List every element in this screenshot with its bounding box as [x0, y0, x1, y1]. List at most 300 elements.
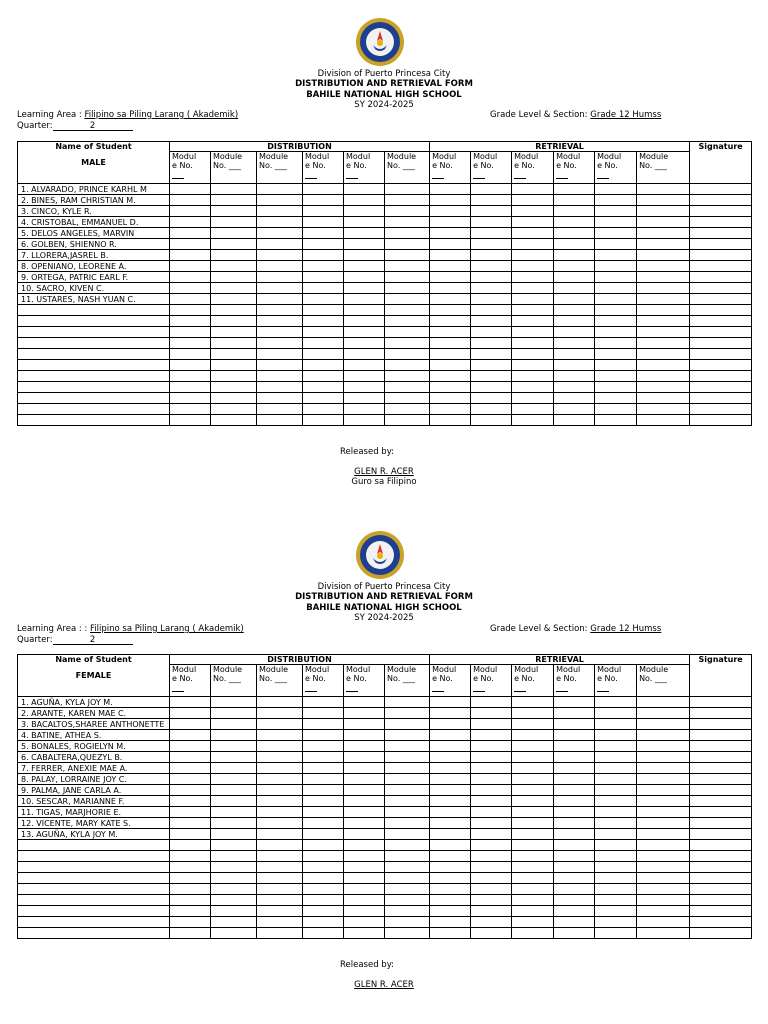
- module-cell[interactable]: [170, 217, 211, 228]
- module-cell[interactable]: [385, 195, 430, 206]
- module-cell[interactable]: [595, 851, 637, 862]
- module-cell[interactable]: [554, 763, 595, 774]
- module-cell[interactable]: [471, 752, 512, 763]
- module-cell[interactable]: [512, 338, 554, 349]
- module-cell[interactable]: [385, 261, 430, 272]
- module-cell[interactable]: [595, 840, 637, 851]
- module-cell[interactable]: [170, 239, 211, 250]
- module-cell[interactable]: [385, 763, 430, 774]
- module-cell[interactable]: [385, 719, 430, 730]
- module-cell[interactable]: [512, 895, 554, 906]
- module-cell[interactable]: [637, 371, 690, 382]
- module-cell[interactable]: [211, 818, 257, 829]
- module-cell[interactable]: [512, 928, 554, 939]
- module-cell[interactable]: [512, 752, 554, 763]
- module-cell[interactable]: [637, 719, 690, 730]
- module-cell[interactable]: [385, 873, 430, 884]
- module-cell[interactable]: [303, 752, 344, 763]
- module-cell[interactable]: [637, 250, 690, 261]
- module-cell[interactable]: [471, 807, 512, 818]
- module-cell[interactable]: [303, 184, 344, 195]
- module-cell[interactable]: [512, 840, 554, 851]
- module-cell[interactable]: [257, 415, 303, 426]
- module-cell[interactable]: [512, 316, 554, 327]
- module-cell[interactable]: [303, 250, 344, 261]
- module-cell[interactable]: [385, 283, 430, 294]
- module-cell[interactable]: [471, 283, 512, 294]
- module-cell[interactable]: [257, 752, 303, 763]
- module-cell[interactable]: [211, 371, 257, 382]
- module-cell[interactable]: [257, 195, 303, 206]
- module-cell[interactable]: [595, 774, 637, 785]
- module-cell[interactable]: [170, 884, 211, 895]
- module-cell[interactable]: [512, 272, 554, 283]
- module-cell[interactable]: [512, 382, 554, 393]
- module-cell[interactable]: [471, 730, 512, 741]
- module-cell[interactable]: [595, 404, 637, 415]
- module-cell[interactable]: [595, 917, 637, 928]
- module-cell[interactable]: [211, 415, 257, 426]
- module-cell[interactable]: [170, 382, 211, 393]
- module-cell[interactable]: [637, 327, 690, 338]
- module-cell[interactable]: [170, 338, 211, 349]
- module-cell[interactable]: [512, 360, 554, 371]
- module-cell[interactable]: [512, 415, 554, 426]
- module-cell[interactable]: [211, 217, 257, 228]
- module-cell[interactable]: [344, 719, 385, 730]
- signature-cell[interactable]: [690, 928, 752, 939]
- module-cell[interactable]: [512, 774, 554, 785]
- module-cell[interactable]: [430, 818, 471, 829]
- module-cell[interactable]: [211, 928, 257, 939]
- module-cell[interactable]: [512, 730, 554, 741]
- module-cell[interactable]: [257, 371, 303, 382]
- module-cell[interactable]: [344, 250, 385, 261]
- module-cell[interactable]: [595, 250, 637, 261]
- module-cell[interactable]: [512, 206, 554, 217]
- module-cell[interactable]: [637, 862, 690, 873]
- module-cell[interactable]: [257, 829, 303, 840]
- module-cell[interactable]: [595, 829, 637, 840]
- module-cell[interactable]: [385, 730, 430, 741]
- module-cell[interactable]: [637, 360, 690, 371]
- module-cell[interactable]: [512, 796, 554, 807]
- module-cell[interactable]: [430, 404, 471, 415]
- module-cell[interactable]: [554, 239, 595, 250]
- signature-cell[interactable]: [690, 862, 752, 873]
- module-cell[interactable]: [344, 697, 385, 708]
- module-cell[interactable]: [257, 393, 303, 404]
- module-cell[interactable]: [257, 917, 303, 928]
- module-cell[interactable]: [303, 917, 344, 928]
- module-cell[interactable]: [344, 708, 385, 719]
- module-cell[interactable]: [257, 206, 303, 217]
- signature-cell[interactable]: [690, 807, 752, 818]
- module-cell[interactable]: [344, 294, 385, 305]
- module-cell[interactable]: [170, 895, 211, 906]
- module-cell[interactable]: [512, 851, 554, 862]
- module-cell[interactable]: [637, 818, 690, 829]
- signature-cell[interactable]: [690, 195, 752, 206]
- module-cell[interactable]: [512, 327, 554, 338]
- module-cell[interactable]: [211, 294, 257, 305]
- signature-cell[interactable]: [690, 873, 752, 884]
- module-cell[interactable]: [257, 184, 303, 195]
- module-cell[interactable]: [385, 250, 430, 261]
- module-cell[interactable]: [385, 382, 430, 393]
- signature-cell[interactable]: [690, 763, 752, 774]
- module-cell[interactable]: [554, 895, 595, 906]
- module-cell[interactable]: [430, 708, 471, 719]
- module-cell[interactable]: [170, 862, 211, 873]
- module-cell[interactable]: [303, 796, 344, 807]
- module-cell[interactable]: [637, 305, 690, 316]
- signature-cell[interactable]: [690, 730, 752, 741]
- module-cell[interactable]: [257, 763, 303, 774]
- module-cell[interactable]: [595, 708, 637, 719]
- module-cell[interactable]: [595, 338, 637, 349]
- module-cell[interactable]: [385, 895, 430, 906]
- module-cell[interactable]: [637, 697, 690, 708]
- signature-cell[interactable]: [690, 818, 752, 829]
- module-cell[interactable]: [512, 217, 554, 228]
- module-cell[interactable]: [170, 730, 211, 741]
- module-cell[interactable]: [637, 382, 690, 393]
- module-cell[interactable]: [303, 294, 344, 305]
- module-cell[interactable]: [471, 184, 512, 195]
- module-cell[interactable]: [637, 807, 690, 818]
- module-cell[interactable]: [344, 840, 385, 851]
- module-cell[interactable]: [211, 697, 257, 708]
- module-cell[interactable]: [257, 741, 303, 752]
- module-cell[interactable]: [430, 184, 471, 195]
- module-cell[interactable]: [554, 250, 595, 261]
- module-cell[interactable]: [471, 371, 512, 382]
- signature-cell[interactable]: [690, 283, 752, 294]
- module-cell[interactable]: [170, 741, 211, 752]
- module-cell[interactable]: [595, 741, 637, 752]
- module-cell[interactable]: [430, 928, 471, 939]
- module-cell[interactable]: [211, 829, 257, 840]
- module-cell[interactable]: [211, 796, 257, 807]
- module-cell[interactable]: [554, 184, 595, 195]
- module-cell[interactable]: [303, 840, 344, 851]
- module-cell[interactable]: [257, 708, 303, 719]
- module-cell[interactable]: [430, 719, 471, 730]
- module-cell[interactable]: [512, 184, 554, 195]
- module-cell[interactable]: [430, 785, 471, 796]
- module-cell[interactable]: [170, 807, 211, 818]
- module-cell[interactable]: [303, 360, 344, 371]
- module-cell[interactable]: [595, 862, 637, 873]
- module-cell[interactable]: [344, 349, 385, 360]
- module-cell[interactable]: [211, 195, 257, 206]
- module-cell[interactable]: [637, 283, 690, 294]
- module-cell[interactable]: [512, 283, 554, 294]
- module-cell[interactable]: [385, 906, 430, 917]
- module-cell[interactable]: [554, 305, 595, 316]
- signature-cell[interactable]: [690, 250, 752, 261]
- module-cell[interactable]: [303, 873, 344, 884]
- module-cell[interactable]: [471, 261, 512, 272]
- module-cell[interactable]: [471, 906, 512, 917]
- module-cell[interactable]: [303, 338, 344, 349]
- module-cell[interactable]: [170, 917, 211, 928]
- module-cell[interactable]: [471, 415, 512, 426]
- module-cell[interactable]: [344, 829, 385, 840]
- module-cell[interactable]: [344, 272, 385, 283]
- module-cell[interactable]: [303, 829, 344, 840]
- module-cell[interactable]: [303, 261, 344, 272]
- module-cell[interactable]: [257, 818, 303, 829]
- module-cell[interactable]: [257, 719, 303, 730]
- module-cell[interactable]: [471, 796, 512, 807]
- module-cell[interactable]: [211, 382, 257, 393]
- signature-cell[interactable]: [690, 382, 752, 393]
- module-cell[interactable]: [170, 283, 211, 294]
- module-cell[interactable]: [344, 195, 385, 206]
- module-cell[interactable]: [211, 261, 257, 272]
- module-cell[interactable]: [430, 730, 471, 741]
- module-cell[interactable]: [211, 272, 257, 283]
- module-cell[interactable]: [385, 741, 430, 752]
- module-cell[interactable]: [385, 404, 430, 415]
- module-cell[interactable]: [344, 763, 385, 774]
- module-cell[interactable]: [637, 928, 690, 939]
- signature-cell[interactable]: [690, 272, 752, 283]
- module-cell[interactable]: [303, 741, 344, 752]
- module-cell[interactable]: [637, 316, 690, 327]
- module-cell[interactable]: [257, 895, 303, 906]
- module-cell[interactable]: [211, 393, 257, 404]
- module-cell[interactable]: [170, 763, 211, 774]
- module-cell[interactable]: [595, 785, 637, 796]
- module-cell[interactable]: [257, 261, 303, 272]
- module-cell[interactable]: [170, 371, 211, 382]
- module-cell[interactable]: [257, 360, 303, 371]
- module-cell[interactable]: [637, 873, 690, 884]
- module-cell[interactable]: [170, 873, 211, 884]
- module-cell[interactable]: [257, 851, 303, 862]
- module-cell[interactable]: [211, 719, 257, 730]
- module-cell[interactable]: [257, 349, 303, 360]
- module-cell[interactable]: [637, 741, 690, 752]
- module-cell[interactable]: [211, 305, 257, 316]
- module-cell[interactable]: [471, 239, 512, 250]
- module-cell[interactable]: [595, 928, 637, 939]
- module-cell[interactable]: [430, 840, 471, 851]
- module-cell[interactable]: [344, 807, 385, 818]
- module-cell[interactable]: [595, 239, 637, 250]
- module-cell[interactable]: [211, 404, 257, 415]
- module-cell[interactable]: [595, 730, 637, 741]
- signature-cell[interactable]: [690, 917, 752, 928]
- signature-cell[interactable]: [690, 840, 752, 851]
- module-cell[interactable]: [430, 829, 471, 840]
- module-cell[interactable]: [512, 708, 554, 719]
- module-cell[interactable]: [554, 697, 595, 708]
- module-cell[interactable]: [303, 206, 344, 217]
- module-cell[interactable]: [385, 862, 430, 873]
- module-cell[interactable]: [512, 697, 554, 708]
- module-cell[interactable]: [303, 349, 344, 360]
- module-cell[interactable]: [430, 752, 471, 763]
- module-cell[interactable]: [170, 785, 211, 796]
- module-cell[interactable]: [471, 774, 512, 785]
- module-cell[interactable]: [385, 228, 430, 239]
- module-cell[interactable]: [344, 862, 385, 873]
- module-cell[interactable]: [430, 217, 471, 228]
- module-cell[interactable]: [512, 763, 554, 774]
- module-cell[interactable]: [554, 906, 595, 917]
- module-cell[interactable]: [595, 316, 637, 327]
- module-cell[interactable]: [554, 785, 595, 796]
- module-cell[interactable]: [430, 195, 471, 206]
- module-cell[interactable]: [595, 217, 637, 228]
- module-cell[interactable]: [430, 327, 471, 338]
- signature-cell[interactable]: [690, 239, 752, 250]
- module-cell[interactable]: [257, 305, 303, 316]
- module-cell[interactable]: [430, 250, 471, 261]
- module-cell[interactable]: [554, 195, 595, 206]
- module-cell[interactable]: [430, 283, 471, 294]
- module-cell[interactable]: [257, 272, 303, 283]
- module-cell[interactable]: [554, 382, 595, 393]
- module-cell[interactable]: [554, 294, 595, 305]
- module-cell[interactable]: [385, 697, 430, 708]
- signature-cell[interactable]: [690, 316, 752, 327]
- module-cell[interactable]: [471, 327, 512, 338]
- module-cell[interactable]: [170, 272, 211, 283]
- module-cell[interactable]: [211, 184, 257, 195]
- module-cell[interactable]: [303, 393, 344, 404]
- module-cell[interactable]: [512, 250, 554, 261]
- module-cell[interactable]: [471, 360, 512, 371]
- module-cell[interactable]: [303, 697, 344, 708]
- module-cell[interactable]: [211, 873, 257, 884]
- module-cell[interactable]: [385, 785, 430, 796]
- signature-cell[interactable]: [690, 360, 752, 371]
- module-cell[interactable]: [595, 206, 637, 217]
- module-cell[interactable]: [430, 206, 471, 217]
- module-cell[interactable]: [303, 906, 344, 917]
- module-cell[interactable]: [257, 404, 303, 415]
- module-cell[interactable]: [211, 708, 257, 719]
- module-cell[interactable]: [211, 895, 257, 906]
- module-cell[interactable]: [211, 239, 257, 250]
- module-cell[interactable]: [554, 349, 595, 360]
- module-cell[interactable]: [344, 818, 385, 829]
- module-cell[interactable]: [170, 404, 211, 415]
- module-cell[interactable]: [344, 261, 385, 272]
- module-cell[interactable]: [303, 884, 344, 895]
- module-cell[interactable]: [385, 774, 430, 785]
- module-cell[interactable]: [170, 184, 211, 195]
- module-cell[interactable]: [303, 371, 344, 382]
- module-cell[interactable]: [637, 415, 690, 426]
- module-cell[interactable]: [512, 862, 554, 873]
- module-cell[interactable]: [512, 195, 554, 206]
- module-cell[interactable]: [257, 283, 303, 294]
- module-cell[interactable]: [554, 840, 595, 851]
- module-cell[interactable]: [211, 906, 257, 917]
- module-cell[interactable]: [595, 184, 637, 195]
- module-cell[interactable]: [637, 228, 690, 239]
- module-cell[interactable]: [637, 730, 690, 741]
- module-cell[interactable]: [257, 862, 303, 873]
- module-cell[interactable]: [385, 840, 430, 851]
- module-cell[interactable]: [554, 873, 595, 884]
- module-cell[interactable]: [344, 327, 385, 338]
- module-cell[interactable]: [637, 796, 690, 807]
- module-cell[interactable]: [344, 217, 385, 228]
- module-cell[interactable]: [595, 818, 637, 829]
- module-cell[interactable]: [637, 708, 690, 719]
- module-cell[interactable]: [344, 283, 385, 294]
- module-cell[interactable]: [637, 195, 690, 206]
- module-cell[interactable]: [303, 763, 344, 774]
- module-cell[interactable]: [430, 741, 471, 752]
- module-cell[interactable]: [385, 206, 430, 217]
- module-cell[interactable]: [471, 393, 512, 404]
- module-cell[interactable]: [595, 305, 637, 316]
- module-cell[interactable]: [211, 840, 257, 851]
- module-cell[interactable]: [595, 807, 637, 818]
- module-cell[interactable]: [637, 763, 690, 774]
- module-cell[interactable]: [554, 404, 595, 415]
- module-cell[interactable]: [257, 906, 303, 917]
- module-cell[interactable]: [257, 239, 303, 250]
- module-cell[interactable]: [344, 917, 385, 928]
- signature-cell[interactable]: [690, 404, 752, 415]
- module-cell[interactable]: [303, 818, 344, 829]
- module-cell[interactable]: [430, 697, 471, 708]
- module-cell[interactable]: [554, 829, 595, 840]
- module-cell[interactable]: [344, 316, 385, 327]
- module-cell[interactable]: [595, 371, 637, 382]
- module-cell[interactable]: [170, 415, 211, 426]
- module-cell[interactable]: [430, 415, 471, 426]
- module-cell[interactable]: [637, 261, 690, 272]
- module-cell[interactable]: [554, 862, 595, 873]
- module-cell[interactable]: [430, 884, 471, 895]
- module-cell[interactable]: [303, 862, 344, 873]
- module-cell[interactable]: [344, 206, 385, 217]
- module-cell[interactable]: [211, 338, 257, 349]
- module-cell[interactable]: [257, 807, 303, 818]
- module-cell[interactable]: [637, 785, 690, 796]
- module-cell[interactable]: [344, 851, 385, 862]
- module-cell[interactable]: [211, 752, 257, 763]
- module-cell[interactable]: [170, 818, 211, 829]
- module-cell[interactable]: [257, 327, 303, 338]
- signature-cell[interactable]: [690, 796, 752, 807]
- module-cell[interactable]: [430, 272, 471, 283]
- module-cell[interactable]: [385, 829, 430, 840]
- signature-cell[interactable]: [690, 708, 752, 719]
- signature-cell[interactable]: [690, 785, 752, 796]
- module-cell[interactable]: [344, 895, 385, 906]
- module-cell[interactable]: [471, 195, 512, 206]
- module-cell[interactable]: [637, 829, 690, 840]
- module-cell[interactable]: [512, 239, 554, 250]
- module-cell[interactable]: [595, 349, 637, 360]
- module-cell[interactable]: [637, 906, 690, 917]
- module-cell[interactable]: [170, 752, 211, 763]
- module-cell[interactable]: [554, 917, 595, 928]
- module-cell[interactable]: [211, 807, 257, 818]
- module-cell[interactable]: [554, 272, 595, 283]
